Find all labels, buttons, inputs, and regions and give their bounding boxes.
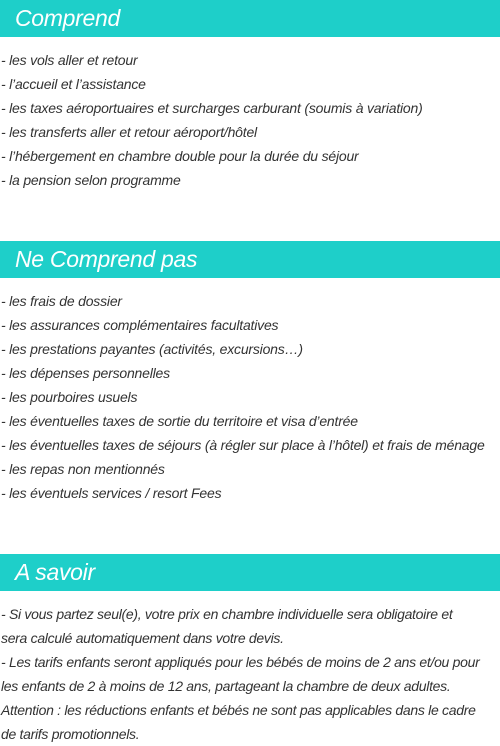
list-item: - les pourboires usuels bbox=[1, 389, 138, 405]
list-item: - les éventuelles taxes de séjours (à régler sur place à l’hôtel) et frais de ménage bbox=[1, 437, 485, 453]
paragraph-line: - Si vous partez seul(e), votre prix en chambre individuelle sera obligatoire et bbox=[1, 606, 453, 622]
list-item: - la pension selon programme bbox=[1, 172, 181, 188]
list-item: - l’accueil et l’assistance bbox=[1, 76, 146, 92]
paragraph-line: Attention : les réductions enfants et bébés ne sont pas applicables dans le cadre bbox=[1, 702, 476, 718]
list-item: - les repas non mentionnés bbox=[1, 461, 165, 477]
ne-comprend-pas-list bbox=[1, 289, 485, 505]
list-item: - les vols aller et retour bbox=[1, 52, 138, 68]
list-item: - les assurances complémentaires facultatives bbox=[1, 317, 279, 333]
list-item: - les éventuelles taxes de sortie du territoire et visa d’entrée bbox=[1, 413, 358, 429]
list-item: - les prestations payantes (activités, excursions…) bbox=[1, 341, 303, 357]
list-item: - les éventuels services / resort Fees bbox=[1, 485, 222, 501]
list-item: - les frais de dossier bbox=[1, 293, 122, 309]
comprend-list bbox=[1, 48, 423, 192]
list-item: - les dépenses personnelles bbox=[1, 365, 170, 381]
ne-comprend-pas-header: Ne Comprend pas bbox=[0, 241, 500, 278]
paragraph-line: - Les tarifs enfants seront appliqués pour les bébés de moins de 2 ans et/ou pour bbox=[1, 654, 480, 670]
list-item: - les transferts aller et retour aéroport/hôtel bbox=[1, 124, 257, 140]
list-item: - l’hébergement en chambre double pour la durée du séjour bbox=[1, 148, 359, 164]
paragraph-line: sera calculé automatiquement dans votre devis. bbox=[1, 630, 284, 646]
a-savoir-paragraph bbox=[1, 602, 499, 746]
paragraph-line: les enfants de 2 à moins de 12 ans, partageant la chambre de deux adultes. bbox=[1, 678, 451, 694]
paragraph-line: de tarifs promotionnels. bbox=[1, 726, 140, 742]
list-item: - les taxes aéroportuaires et surcharges carburant (soumis à variation) bbox=[1, 100, 423, 116]
a-savoir-header: A savoir bbox=[0, 554, 500, 591]
comprend-header: Comprend bbox=[0, 0, 500, 37]
